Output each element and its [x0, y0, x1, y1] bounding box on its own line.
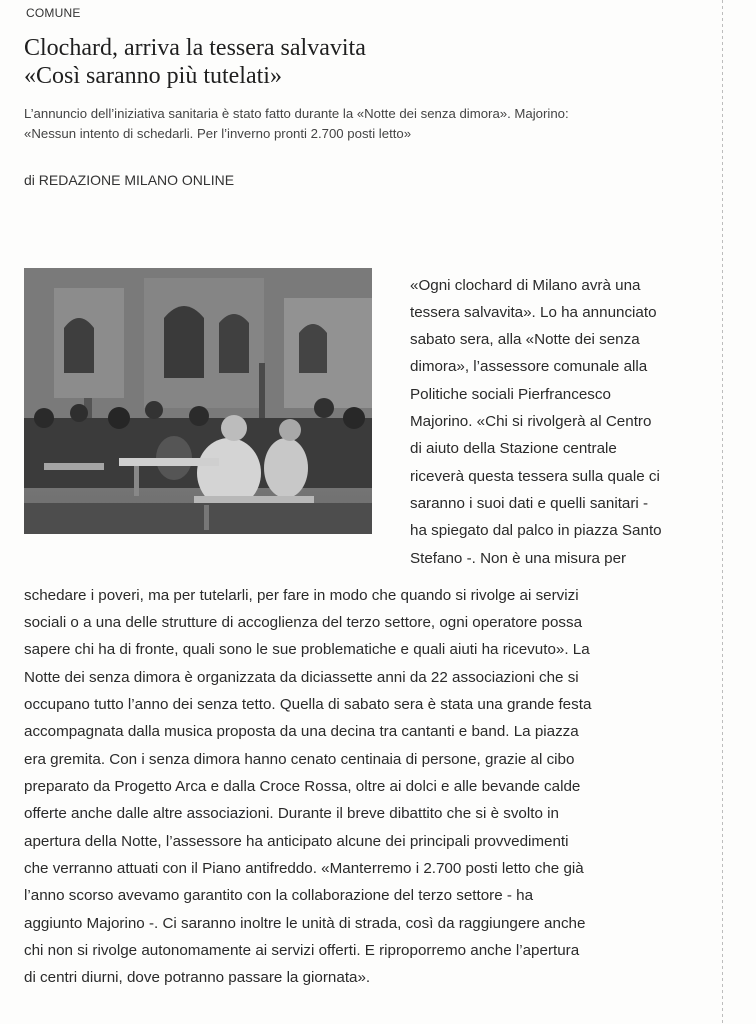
title-line: Clochard, arriva la tessera salvavita — [24, 35, 366, 61]
body-line: saranno i suoi dati e quelli sanitari - — [410, 495, 649, 512]
article-subtitle — [24, 104, 719, 144]
body-line: Notte dei senza dimora è organizzata da diciassette anni da 22 associazioni che si — [24, 669, 579, 686]
body-line: Politiche sociali Pierfrancesco — [410, 386, 611, 403]
body-line: dimora», l’assessore comunale alla — [410, 358, 648, 375]
subtitle-line: «Nessun intento di schedarli. Per l’inverno pronti 2.700 posti letto» — [24, 126, 412, 141]
body-line: era gremita. Con i senza dimora hanno cenato centinaia di persone, grazie al cibo — [24, 751, 575, 768]
byline: di REDAZIONE MILANO ONLINE — [24, 172, 235, 188]
subtitle-line: L’annuncio dell’iniziativa sanitaria è stato fatto durante la «Notte dei senza dimora». Majorino: — [24, 106, 569, 121]
body-line: che verranno attuati con il Piano antifreddo. «Manterremo i 2.700 posti letto che già — [24, 860, 584, 877]
photo-illustration — [24, 268, 372, 534]
body-line: sabato sera, alla «Notte dei senza — [410, 331, 640, 348]
body-line: di aiuto della Stazione centrale — [410, 440, 617, 457]
body-line: occupano tutto l’anno dei senza tetto. Quella di sabato sera è stata una grande festa — [24, 696, 592, 713]
body-line: ha spiegato dal palco in piazza Santo — [410, 522, 662, 539]
body-line: tessera salvavita». Lo ha annunciato — [410, 304, 657, 321]
body-line: di centri diurni, dove potranno passare la giornata». — [24, 969, 371, 986]
section-label[interactable]: COMUNE — [26, 6, 81, 20]
body-line: schedare i poveri, ma per tutelarli, per fare in modo che quando si rivolge ai servizi — [24, 587, 579, 604]
body-line: sapere chi ha di fronte, quali sono le sue problematiche e quali aiuti ha ricevuto». La — [24, 641, 590, 658]
body-line: preparato da Progetto Arca e dalla Croce Rossa, oltre ai dolci e alle bevande calde — [24, 778, 581, 795]
body-line: Stefano -. Non è una misura per — [410, 550, 627, 567]
body-line: chi non si rivolge autonomamente ai servizi offerti. E riproporremo anche l’apertura — [24, 942, 580, 959]
body-line: accompagnata dalla musica proposta da una decina tra cantanti e band. La piazza — [24, 723, 579, 740]
body-line: sociali o a una delle strutture di accoglienza del terzo settore, ogni operatore possa — [24, 614, 583, 631]
body-line: Majorino. «Chi si rivolgerà al Centro — [410, 413, 652, 430]
article-photo — [24, 268, 372, 534]
body-line: l’anno scorso avevamo garantito con la collaborazione del terzo settore - ha — [24, 887, 534, 904]
body-line: apertura della Notte, l’assessore ha anticipato alcune dei principali provvedimenti — [24, 833, 569, 850]
title-line: «Così saranno più tutelati» — [24, 63, 282, 89]
body-line: riceverà questa tessera sulla quale ci — [410, 468, 660, 485]
body-line: aggiunto Majorino -. Ci saranno inoltre le unità di strada, così da raggiungere anche — [24, 915, 586, 932]
body-line: «Ogni clochard di Milano avrà una — [410, 277, 641, 294]
column-divider — [722, 0, 723, 1024]
body-line: offerte anche dalle altre associazioni. Durante il breve dibattito che si è svolto in — [24, 805, 559, 822]
article-title — [24, 34, 714, 90]
